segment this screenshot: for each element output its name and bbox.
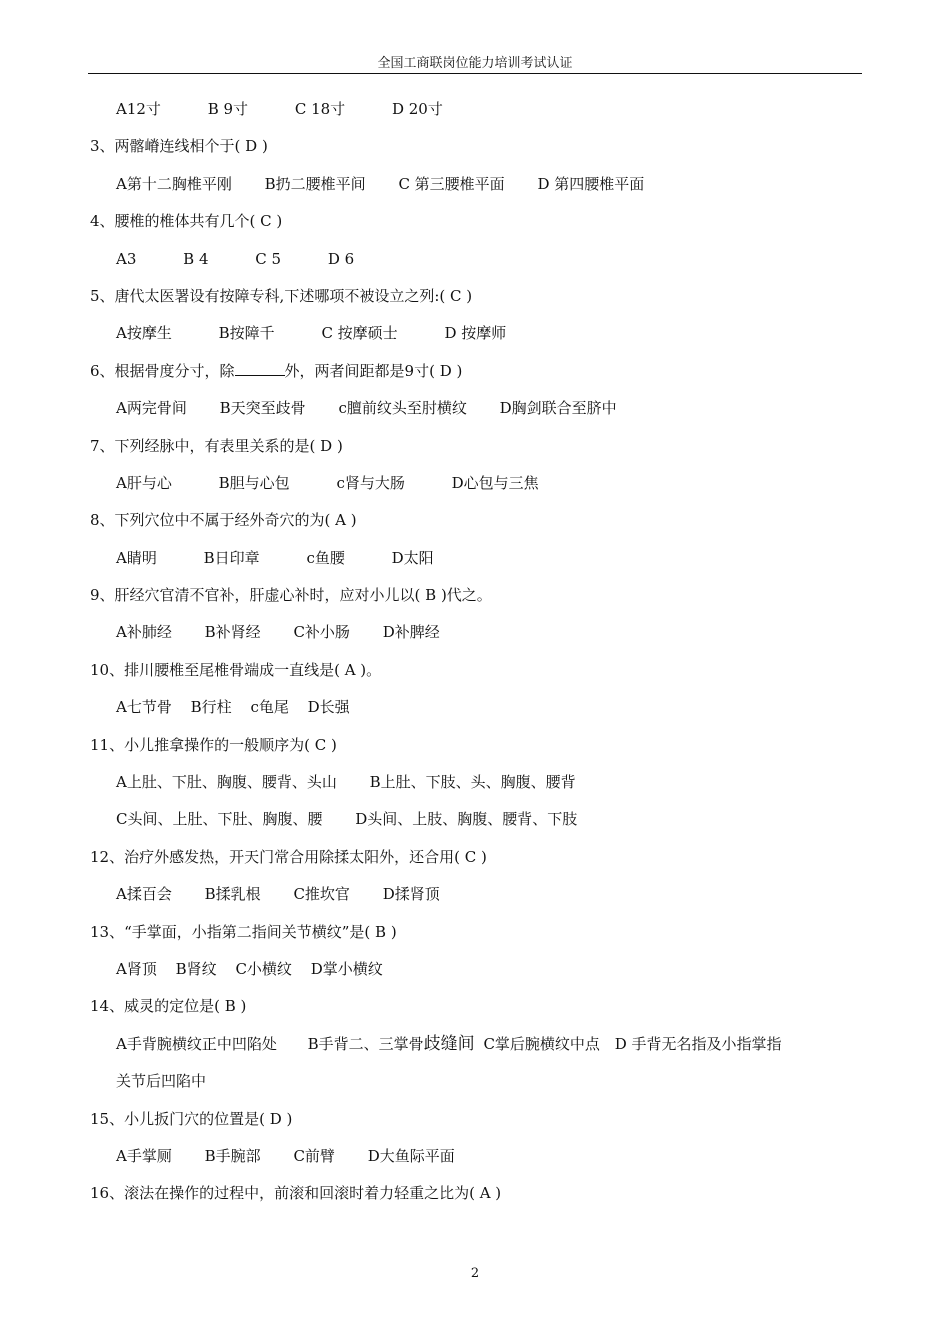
option-b: B扔二腰椎平间	[264, 174, 366, 193]
option-a: A揉百会	[116, 885, 172, 904]
options-row-q2	[90, 96, 862, 133]
options-row-q6	[90, 395, 862, 432]
option-c: C 18寸	[294, 100, 346, 118]
question-3: 3、两髂嵴连线相个于( D )	[90, 137, 268, 156]
question-5: 5、唐代太医署设有按障专科,下述哪项不被设立之列:( C )	[90, 286, 473, 305]
option-c: c肾与大肠	[336, 473, 405, 492]
option-c: c鱼腰	[306, 548, 345, 567]
question-16: 16、滚法在操作的过程中，前滚和回滚时着力轻重之比为( A )	[90, 1184, 502, 1203]
option-d: D头间、上肢、胸腹、腰背、下肢	[355, 810, 578, 829]
option-b: B上肚、下肢、头、胸腹、腰背	[369, 773, 576, 792]
option-a: A两完骨间	[116, 399, 187, 418]
options-row-q11-cd	[90, 806, 862, 843]
option-c: C 按摩硕士	[321, 324, 398, 343]
option-c: C头间、上肚、下肚、胸腹、腰	[116, 810, 323, 829]
question-6-part2: 外，两者间距都是9寸( D )	[284, 361, 463, 380]
option-c: C前臂	[293, 1146, 335, 1165]
question-9: 9、肝经穴官清不官补，肝虚心补时，应对小儿以( B )代之。	[90, 586, 492, 605]
options-row-q8	[90, 545, 862, 582]
options-row-q9	[90, 619, 862, 656]
option-b-tail: 歧缝间	[423, 1033, 475, 1054]
option-d-continued: 关节后凹陷中	[116, 1072, 207, 1091]
option-b: B手背二、三掌骨	[307, 1034, 424, 1053]
options-row-q15	[90, 1143, 862, 1180]
option-d: D长强	[307, 698, 350, 717]
question-6	[90, 358, 862, 395]
question-7: 7、下列经脉中，有表里关系的是( D )	[90, 436, 343, 455]
options-row-q14	[90, 1031, 862, 1068]
option-b: B日印章	[203, 548, 260, 567]
option-d: D心包与三焦	[451, 473, 539, 492]
option-a: A手掌厕	[116, 1146, 172, 1165]
question-14: 14、威灵的定位是( B )	[90, 997, 247, 1016]
option-d: D 20寸	[391, 100, 443, 118]
question-4: 4、腰椎的椎体共有几个( C )	[90, 212, 283, 231]
option-c: C 5	[255, 249, 282, 268]
option-d: D掌小横纹	[310, 959, 383, 978]
option-a: A睛明	[116, 548, 157, 567]
option-a: A12寸	[116, 100, 161, 118]
option-c: c膻前纹头至肘横纹	[338, 399, 467, 418]
option-b: B按障千	[218, 324, 275, 343]
option-c: C 第三腰椎平面	[398, 174, 505, 193]
option-d: D太阳	[391, 548, 434, 567]
option-b: B肾纹	[175, 959, 217, 978]
option-d: D胸剑联合至脐中	[499, 399, 617, 418]
question-15: 15、小儿扳门穴的位置是( D )	[90, 1109, 293, 1128]
fill-blank	[235, 361, 285, 376]
option-a: A七节骨	[116, 698, 172, 717]
options-row-q3	[90, 171, 862, 208]
option-b: B揉乳根	[204, 885, 261, 904]
option-b: B补肾经	[204, 623, 261, 642]
options-row-q12	[90, 881, 862, 918]
option-a: A肝与心	[116, 473, 172, 492]
question-13: 13、“手掌面，小指第二指间关节横纹”是( B )	[90, 922, 397, 941]
options-row-q4	[90, 246, 862, 283]
option-c: C掌后腕横纹中点	[483, 1034, 600, 1053]
page-number: 2	[470, 1266, 480, 1281]
options-row-q10	[90, 694, 862, 731]
question-11: 11、小儿推拿操作的一般顺序为( C )	[90, 735, 337, 754]
option-b: B胆与心包	[218, 473, 290, 492]
option-a: A第十二胸椎平刚	[116, 174, 232, 193]
option-d: D大鱼际平面	[367, 1146, 455, 1165]
options-row-q7	[90, 470, 862, 507]
option-b: B 4	[183, 249, 209, 268]
option-a: A3	[116, 249, 137, 268]
option-c: c龟尾	[250, 698, 289, 717]
option-d: D 6	[327, 249, 355, 268]
option-b: B手腕部	[204, 1146, 261, 1165]
option-c: C补小肠	[293, 623, 350, 642]
option-b: B行柱	[190, 698, 232, 717]
page-header: 全国工商联岗位能力培训考试认证	[377, 56, 573, 71]
option-d: D 按摩师	[444, 324, 507, 343]
question-12: 12、治疗外感发热，开天门常合用除揉太阳外，还合用( C )	[90, 847, 487, 866]
option-d: D揉肾顶	[382, 885, 440, 904]
option-a: A补肺经	[116, 623, 172, 642]
option-b: B 9寸	[207, 100, 249, 118]
option-a: A手背腕横纹正中凹陷处	[116, 1034, 277, 1053]
option-a: A按摩生	[116, 324, 172, 343]
option-c: C推坎官	[293, 885, 350, 904]
option-a: A上肚、下肚、胸腹、腰背、头山	[116, 773, 337, 792]
question-8: 8、下列穴位中不属于经外奇穴的为( A )	[90, 511, 357, 530]
option-d: D 手背无名指及小指掌指	[614, 1034, 782, 1053]
question-list	[90, 96, 862, 1218]
option-c: C小横纹	[235, 959, 292, 978]
question-10: 10、排川腰椎至尾椎骨端成一直线是( A )。	[90, 660, 382, 679]
question-6-part1: 6、根据骨度分寸，除	[90, 361, 235, 380]
options-row-q11-ab	[90, 769, 862, 806]
options-row-q5	[90, 320, 862, 357]
option-d: D 第四腰椎平面	[537, 174, 645, 193]
option-b: B天突至歧骨	[219, 399, 306, 418]
options-row-q13	[90, 956, 862, 993]
option-d: D补脾经	[382, 623, 440, 642]
header-divider	[88, 73, 862, 74]
option-a: A肾顶	[116, 959, 157, 978]
